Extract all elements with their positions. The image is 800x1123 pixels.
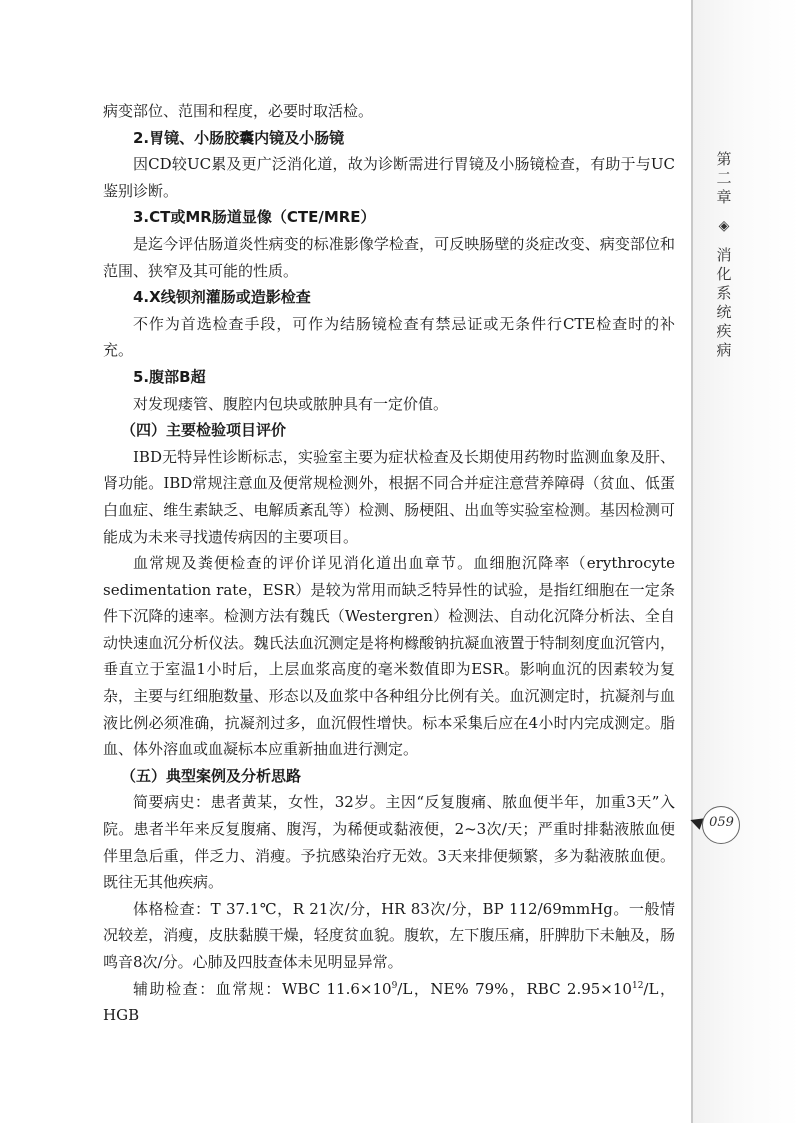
heading-ultrasound: 5.腹部B超 bbox=[133, 367, 206, 386]
heading-gastroscopy: 2.胃镜、小肠胶囊内镜及小肠镜 bbox=[133, 128, 345, 147]
heading-lab-evaluation: （四）主要检验项目评价 bbox=[121, 421, 287, 440]
margin-rule bbox=[691, 0, 693, 1123]
heading-xray: 4.X线钡剂灌肠或造影检查 bbox=[133, 288, 311, 307]
aux-exam-text-1: 辅助检查：血常规：WBC 11.6×10 bbox=[133, 979, 392, 998]
aux-exam-superscript-2: 12 bbox=[631, 980, 644, 991]
paragraph-aux-exam bbox=[103, 976, 675, 1029]
chapter-subject: 消化系统疾病 bbox=[716, 246, 732, 359]
paragraph-xray: 不作为首选检查手段，可作为结肠镜检查有禁忌证或无条件行CTE检查时的补充。 bbox=[103, 314, 675, 360]
diamond-icon: ◈ bbox=[718, 218, 730, 234]
paragraph-ultrasound: 对发现瘘管、腹腔内包块或脓肿具有一定价值。 bbox=[133, 394, 449, 413]
page-number: 059 bbox=[709, 815, 734, 830]
heading-case-study: （五）典型案例及分析思路 bbox=[121, 766, 302, 785]
paragraph-cte: 是迄今评估肠道炎性病变的标准影像学检查，可反映肠壁的炎症改变、病变部位和范围、狭窄及其可能的性质。 bbox=[103, 234, 675, 280]
aux-exam-text-2: /L，NE% 79%，RBC 2.95×10 bbox=[397, 979, 632, 998]
page-body bbox=[103, 98, 675, 1029]
page-number-badge bbox=[696, 804, 742, 844]
paragraph-lab-1: IBD无特异性诊断标志，实验室主要为症状检查及长期使用药物时监测血象及肝、肾功能。IBD常规注意血及便常规检测外，根据不同合并症注意营养障碍（贫血、低蛋白血症、维生素缺乏、电解质紊乱等）检测、肠梗阻、出血等实验室检测。基因检测可能成为未来寻找遗传病因的主要项目。 bbox=[103, 447, 675, 546]
paragraph-intro: 病变部位、范围和程度，必要时取活检。 bbox=[103, 102, 374, 120]
paragraph-lab-2: 血常规及粪便检查的评价详见消化道出血章节。血细胞沉降率（erythrocyte sedimentation rate，ESR）是较为常用而缺乏特异性的试验，是指红细胞在一定条件下沉降的速率。检测方法有魏氏（Westergren）检测法、自动化沉降分析法、全自动快速血沉分析仪法。魏氏法血沉测定是将枸橼酸钠抗凝血液置于特制刻度血沉管内，垂直立于室温1小时后，上层血浆高度的毫米数值即为ESR。影响血沉的因素较为复杂，主要与红细胞数量、形态以及血浆中各种组分比例有关。血沉测定时，抗凝剂与血液比例必须准确，抗凝剂过多，血沉假性增快。标本采集后应在4小时内完成测定。脂血、体外溶血或血凝标本应重新抽血进行测定。 bbox=[103, 554, 675, 759]
chapter-side-title bbox=[712, 150, 736, 360]
heading-cte: 3.CT或MR肠道显像（CTE/MRE） bbox=[133, 208, 376, 227]
paragraph-case-exam: 体格检查：T 37.1℃，R 21次/分，HR 83次/分，BP 112/69mmHg。一般情况较差，消瘦，皮肤黏膜干燥，轻度贫血貌。腹软，左下腹压痛，肝脾肋下未触及，肠鸣音8次/分。心肺及四肢查体未见明显异常。 bbox=[103, 899, 675, 971]
aux-exam-superscript-1: 9 bbox=[391, 980, 398, 991]
aux-exam-text-3: /L，HGB bbox=[103, 979, 675, 1025]
paragraph-case-history: 简要病史：患者黄某，女性，32岁。主因“反复腹痛、脓血便半年，加重3天”入院。患者半年来反复腹痛、腹泻，为稀便或黏液便，2~3次/天；严重时排黏液脓血便伴里急后重，伴乏力、消瘦。予抗感染治疗无效。3天来排便频繁，多为黏液脓血便。既往无其他疾病。 bbox=[103, 793, 675, 892]
paragraph-gastroscopy: 因CD较UC累及更广泛消化道，故为诊断需进行胃镜及小肠镜检查，有助于与UC鉴别诊断。 bbox=[103, 155, 675, 200]
chapter-label: 第二章 bbox=[716, 150, 732, 206]
margin-shade bbox=[693, 0, 800, 1123]
